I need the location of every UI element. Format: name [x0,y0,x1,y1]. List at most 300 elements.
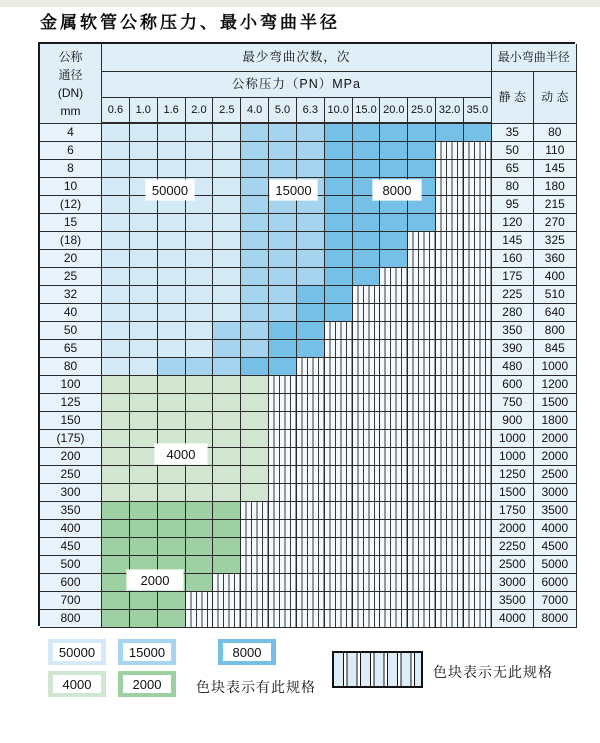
matrix-cell [464,448,492,466]
matrix-cell [158,484,186,502]
matrix-cell [102,574,130,592]
matrix-cell [102,124,130,142]
matrix-cell [241,340,269,358]
static-value-4: 35 [492,124,534,142]
static-value-65: 390 [492,340,534,358]
matrix-cell [380,538,408,556]
matrix-cell [297,340,325,358]
static-value-50: 350 [492,322,534,340]
matrix-cell [325,250,353,268]
matrix-cell [213,178,241,196]
dn-cell-25: 25 [40,268,102,286]
matrix-cell [297,268,325,286]
matrix-cell [158,322,186,340]
dynamic-value-32: 510 [534,286,577,304]
matrix-cell [269,376,297,394]
static-value-250: 1250 [492,466,534,484]
matrix-cell [325,286,353,304]
matrix-cell [380,286,408,304]
dynamic-value-100: 1200 [534,376,577,394]
matrix-cell [297,142,325,160]
matrix-cell [102,232,130,250]
top-scan-band [0,0,600,7]
matrix-cell [213,250,241,268]
pressure-col-1.0: 1.0 [130,98,158,124]
matrix-cell [408,466,436,484]
matrix-cell [464,358,492,376]
matrix-cell [297,376,325,394]
matrix-cell [380,322,408,340]
static-value-600: 3000 [492,574,534,592]
dn-cell-(12): (12) [40,196,102,214]
matrix-cell [436,232,464,250]
matrix-cell [241,196,269,214]
matrix-cell [380,340,408,358]
matrix-cell [269,358,297,376]
dn-cell-450: 450 [40,538,102,556]
matrix-cell [130,538,158,556]
static-value-25: 175 [492,268,534,286]
matrix-cell [241,160,269,178]
matrix-cell [325,412,353,430]
matrix-cell [436,250,464,268]
matrix-cell [408,268,436,286]
matrix-cell [297,448,325,466]
static-value-450: 2250 [492,538,534,556]
matrix-cell [380,520,408,538]
matrix-cell [158,502,186,520]
matrix-cell [130,394,158,412]
dynamic-value-600: 6000 [534,574,577,592]
matrix-cell [241,592,269,610]
matrix-cell [353,340,381,358]
matrix-cell [380,142,408,160]
matrix-cell [325,502,353,520]
matrix-cell [158,232,186,250]
matrix-cell [241,124,269,142]
matrix-cell [186,538,214,556]
matrix-cell [102,268,130,286]
matrix-cell [408,124,436,142]
matrix-cell [241,394,269,412]
static-value-700: 3500 [492,592,534,610]
matrix-cell [158,394,186,412]
matrix-cell [158,160,186,178]
matrix-cell [130,304,158,322]
static-value-150: 900 [492,412,534,430]
pressure-col-2.0: 2.0 [186,98,214,124]
matrix-cell [241,484,269,502]
matrix-cell [353,394,381,412]
static-value-(18): 145 [492,232,534,250]
dynamic-value-10: 180 [534,178,577,196]
legend-box-4000 [48,671,106,697]
pressure-col-2.5: 2.5 [213,98,241,124]
matrix-cell [297,160,325,178]
matrix-cell [130,232,158,250]
matrix-cell [380,466,408,484]
matrix-cell [158,520,186,538]
dynamic-value-8: 145 [534,160,577,178]
static-value-(12): 95 [492,196,534,214]
matrix-cell [186,304,214,322]
matrix-cell [130,124,158,142]
matrix-cell [102,376,130,394]
matrix-cell [130,520,158,538]
matrix-cell [186,574,214,592]
legend-box-15000 [118,639,176,665]
matrix-cell [353,376,381,394]
matrix-cell [102,304,130,322]
matrix-cell [241,232,269,250]
dn-cell-200: 200 [40,448,102,466]
static-value-8: 65 [492,160,534,178]
matrix-cell [158,592,186,610]
static-value-350: 1750 [492,502,534,520]
matrix-cell [464,178,492,196]
matrix-cell [380,250,408,268]
pressure-col-1.6: 1.6 [158,98,186,124]
matrix-cell [241,178,269,196]
static-value-125: 750 [492,394,534,412]
matrix-cell [213,484,241,502]
matrix-cell [408,340,436,358]
matrix-cell [297,520,325,538]
matrix-cell [241,466,269,484]
matrix-cell [269,592,297,610]
matrix-cell [102,538,130,556]
matrix-cell [297,538,325,556]
matrix-cell [325,358,353,376]
static-value-100: 600 [492,376,534,394]
legend-no-spec-text: 色块表示无此规格 [433,664,553,680]
matrix-cell [436,412,464,430]
matrix-cell [241,358,269,376]
matrix-cell [102,160,130,178]
matrix-cell [158,610,186,628]
matrix-cell [130,592,158,610]
matrix-cell [464,592,492,610]
matrix-cell [213,268,241,286]
matrix-cell [213,304,241,322]
matrix-cell [408,376,436,394]
matrix-cell [130,358,158,376]
matrix-cell [464,394,492,412]
matrix-cell [436,394,464,412]
matrix-cell [213,574,241,592]
dn-cell-6: 6 [40,142,102,160]
matrix-cell [158,286,186,304]
matrix-cell [325,520,353,538]
dn-cell-50: 50 [40,322,102,340]
matrix-cell [325,178,353,196]
matrix-cell [158,214,186,232]
dynamic-value-15: 270 [534,214,577,232]
matrix-cell [241,610,269,628]
legend-has-spec-text: 色块表示有此规格 [196,679,316,695]
matrix-cell [436,574,464,592]
matrix-cell [464,286,492,304]
matrix-cell [102,142,130,160]
matrix-cell [353,232,381,250]
matrix-cell [408,250,436,268]
matrix-cell [213,394,241,412]
matrix-cell [380,502,408,520]
static-value-32: 225 [492,286,534,304]
matrix-cell [213,124,241,142]
matrix-cell [353,322,381,340]
matrix-cell [297,502,325,520]
matrix-cell [408,520,436,538]
matrix-cell [297,466,325,484]
matrix-cell [130,430,158,448]
matrix-cell [464,376,492,394]
matrix-cell [158,268,186,286]
dn-cell-65: 65 [40,340,102,358]
matrix-cell [325,214,353,232]
matrix-cell [297,250,325,268]
matrix-cell [102,286,130,304]
matrix-cell [380,268,408,286]
matrix-cell [325,574,353,592]
static-value-6: 50 [492,142,534,160]
matrix-cell [380,160,408,178]
matrix-cell [213,142,241,160]
matrix-cell [436,340,464,358]
matrix-cell [241,448,269,466]
matrix-cell [213,376,241,394]
matrix-cell [325,538,353,556]
matrix-cell [213,322,241,340]
matrix-cell [102,556,130,574]
matrix-cell [380,358,408,376]
dynamic-value-200: 2000 [534,448,577,466]
matrix-cell [353,358,381,376]
matrix-cell [269,466,297,484]
dynamic-value-65: 845 [534,340,577,358]
matrix-cell [213,520,241,538]
matrix-cell [269,214,297,232]
static-value-200: 1000 [492,448,534,466]
dn-cell-40: 40 [40,304,102,322]
matrix-cell [186,322,214,340]
matrix-cell [102,214,130,232]
dn-cell-100: 100 [40,376,102,394]
matrix-cell [186,358,214,376]
dn-cell-8: 8 [40,160,102,178]
matrix-cell [353,160,381,178]
matrix-cell [353,592,381,610]
dynamic-value-6: 110 [534,142,577,160]
matrix-cell [297,412,325,430]
legend-label-15000: 15000 [123,643,171,661]
dn-cell-10: 10 [40,178,102,196]
matrix-cell [213,412,241,430]
dynamic-value-4: 80 [534,124,577,142]
matrix-cell [380,574,408,592]
matrix-cell [130,610,158,628]
dn-cell-80: 80 [40,358,102,376]
dn-cell-15: 15 [40,214,102,232]
matrix-cell [241,286,269,304]
matrix-cell [353,484,381,502]
matrix-cell [408,286,436,304]
region-label-2000: 2000 [127,570,183,590]
matrix-cell [408,394,436,412]
matrix-cell [464,250,492,268]
matrix-cell [436,376,464,394]
matrix-cell [325,268,353,286]
matrix-cell [297,574,325,592]
region-label-4000: 4000 [155,444,207,464]
matrix-cell [213,232,241,250]
matrix-cell [158,340,186,358]
dynamic-value-25: 400 [534,268,577,286]
matrix-cell [158,304,186,322]
matrix-cell [130,376,158,394]
matrix-cell [130,466,158,484]
pressure-col-25.0: 25.0 [408,98,436,124]
matrix-cell [297,592,325,610]
matrix-cell [464,214,492,232]
dn-cell-(175): (175) [40,430,102,448]
matrix-cell [269,574,297,592]
dynamic-value-800: 8000 [534,610,577,628]
matrix-cell [297,286,325,304]
static-value-400: 2000 [492,520,534,538]
matrix-cell [436,304,464,322]
matrix-cell [102,322,130,340]
matrix-cell [325,448,353,466]
matrix-cell [102,520,130,538]
matrix-cell [408,232,436,250]
matrix-cell [325,592,353,610]
matrix-cell [408,160,436,178]
matrix-cell [436,448,464,466]
matrix-cell [408,142,436,160]
matrix-cell [213,556,241,574]
dynamic-value-450: 4500 [534,538,577,556]
matrix-cell [213,610,241,628]
matrix-cell [130,322,158,340]
legend-label-50000: 50000 [53,643,101,661]
matrix-cell [130,214,158,232]
dynamic-value-50: 800 [534,322,577,340]
matrix-cell [464,142,492,160]
matrix-cell [380,484,408,502]
region-label-8000: 8000 [373,180,421,200]
matrix-cell [186,484,214,502]
matrix-cell [269,430,297,448]
matrix-cell [436,502,464,520]
matrix-cell [241,502,269,520]
matrix-cell [380,232,408,250]
matrix-cell [269,268,297,286]
header-min-bend-radius: 最小弯曲半径 [492,44,577,72]
static-value-40: 280 [492,304,534,322]
matrix-cell [464,268,492,286]
matrix-cell [380,214,408,232]
matrix-cell [297,394,325,412]
matrix-cell [380,124,408,142]
matrix-cell [102,250,130,268]
matrix-cell [464,322,492,340]
dynamic-value-(18): 325 [534,232,577,250]
matrix-cell [269,286,297,304]
matrix-cell [408,304,436,322]
dynamic-value-350: 3500 [534,502,577,520]
matrix-cell [130,484,158,502]
dynamic-value-700: 7000 [534,592,577,610]
matrix-cell [325,394,353,412]
matrix-cell [353,430,381,448]
matrix-cell [102,178,130,196]
matrix-cell [353,448,381,466]
matrix-cell [241,304,269,322]
dn-cell-700: 700 [40,592,102,610]
matrix-cell [241,268,269,286]
matrix-cell [436,214,464,232]
matrix-cell [436,178,464,196]
matrix-cell [186,556,214,574]
matrix-cell [186,268,214,286]
pressure-col-20.0: 20.0 [380,98,408,124]
matrix-cell [186,466,214,484]
matrix-cell [436,160,464,178]
matrix-cell [353,214,381,232]
matrix-cell [130,160,158,178]
matrix-cell [380,556,408,574]
matrix-cell [269,232,297,250]
matrix-cell [464,340,492,358]
matrix-cell [213,358,241,376]
matrix-cell [158,124,186,142]
matrix-cell [186,124,214,142]
dynamic-value-250: 2500 [534,466,577,484]
matrix-cell [325,430,353,448]
page-title: 金属软管公称压力、最小弯曲半径 [40,13,340,33]
matrix-cell [325,142,353,160]
matrix-cell [297,430,325,448]
pressure-col-5.0: 5.0 [269,98,297,124]
matrix-cell [269,502,297,520]
dn-cell-300: 300 [40,484,102,502]
header-bend-cycles: 最少弯曲次数，次 [102,44,492,72]
dynamic-value-500: 5000 [534,556,577,574]
matrix-cell [408,484,436,502]
matrix-cell [464,610,492,628]
matrix-cell [464,484,492,502]
matrix-cell [353,142,381,160]
header-dn-diameter: 公称 通径 (DN) mm [40,44,102,124]
matrix-cell [186,412,214,430]
matrix-cell [464,430,492,448]
dn-cell-32: 32 [40,286,102,304]
matrix-cell [380,394,408,412]
matrix-cell [436,484,464,502]
hose-spec-table [38,42,575,626]
legend-box-50000 [48,639,106,665]
matrix-cell [380,448,408,466]
matrix-cell [158,538,186,556]
matrix-cell [297,322,325,340]
matrix-cell [102,430,130,448]
matrix-cell [241,538,269,556]
matrix-cell [269,160,297,178]
dynamic-value-(175): 2000 [534,430,577,448]
matrix-cell [213,160,241,178]
matrix-cell [130,142,158,160]
